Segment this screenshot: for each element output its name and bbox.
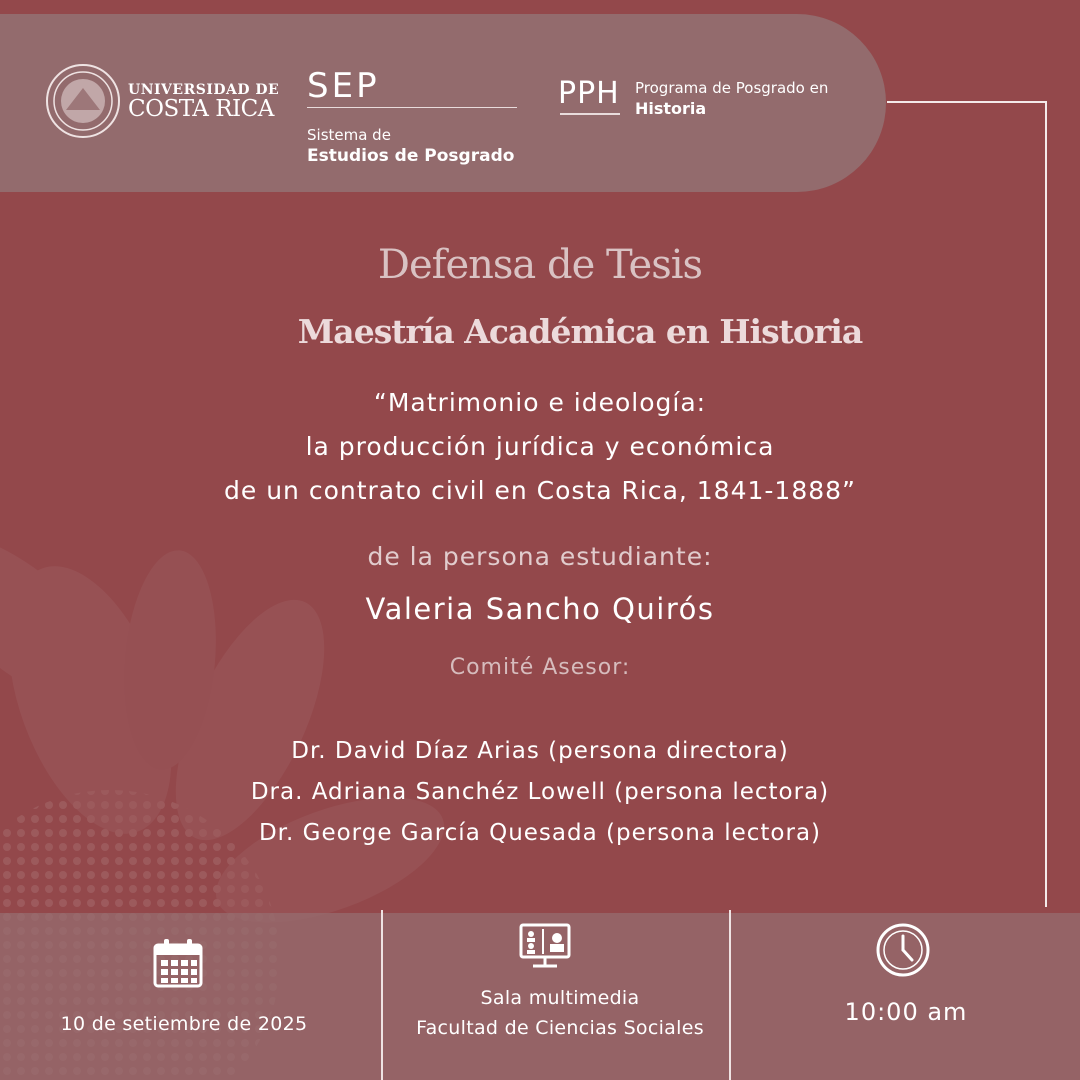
location-line: Facultad de Ciencias Sociales (416, 1017, 704, 1039)
committee-label: Comité Asesor: (449, 655, 631, 680)
video-conference-icon (519, 923, 571, 969)
ucr-logo (44, 62, 280, 142)
pph-name-line1: Programa de Posgrado en (635, 79, 829, 97)
clock-icon (875, 922, 931, 978)
committee-member: Dra. Adriana Sanchéz Lowell (persona lectora) (250, 779, 830, 805)
event-date: 10 de setiembre de 2025 (60, 1013, 308, 1035)
thesis-title-line: “Matrimonio e ideología: (373, 388, 707, 417)
frame-line-horizontal (887, 101, 1047, 103)
ucr-seal-icon (44, 62, 122, 140)
sep-logo-abbr: SEP (307, 66, 380, 106)
thesis-title-line: la producción jurídica y económica (305, 432, 775, 461)
location-line: Sala multimedia (480, 987, 640, 1009)
committee-member: Dr. George García Quesada (persona lectora) (258, 820, 822, 846)
thesis-title (0, 381, 1080, 513)
ucr-name-line1: UNIVERSIDAD DE (128, 82, 280, 98)
pph-name-line2: Historia (635, 99, 707, 118)
committee-list (0, 731, 1080, 854)
committee-member: Dr. David Díaz Arias (persona directora) (291, 738, 789, 764)
pph-logo-abbr: PPH (558, 76, 620, 111)
event-time: 10:00 am (844, 998, 968, 1026)
program-name: Maestría Académica en Historia (297, 312, 863, 351)
event-title: Defensa de Tesis (377, 242, 703, 288)
sep-name-line2: Estudios de Posgrado (307, 146, 515, 166)
sep-name-line1: Sistema de (307, 126, 391, 144)
ucr-name-line2: COSTA RICA (128, 96, 274, 122)
calendar-icon (152, 937, 204, 989)
sep-divider (307, 107, 517, 108)
student-name: Valeria Sancho Quirós (365, 592, 715, 626)
student-label: de la persona estudiante: (367, 542, 713, 571)
event-location (382, 983, 738, 1043)
thesis-title-line: de un contrato civil en Costa Rica, 1841-1888” (224, 476, 856, 505)
pph-divider (560, 113, 620, 115)
